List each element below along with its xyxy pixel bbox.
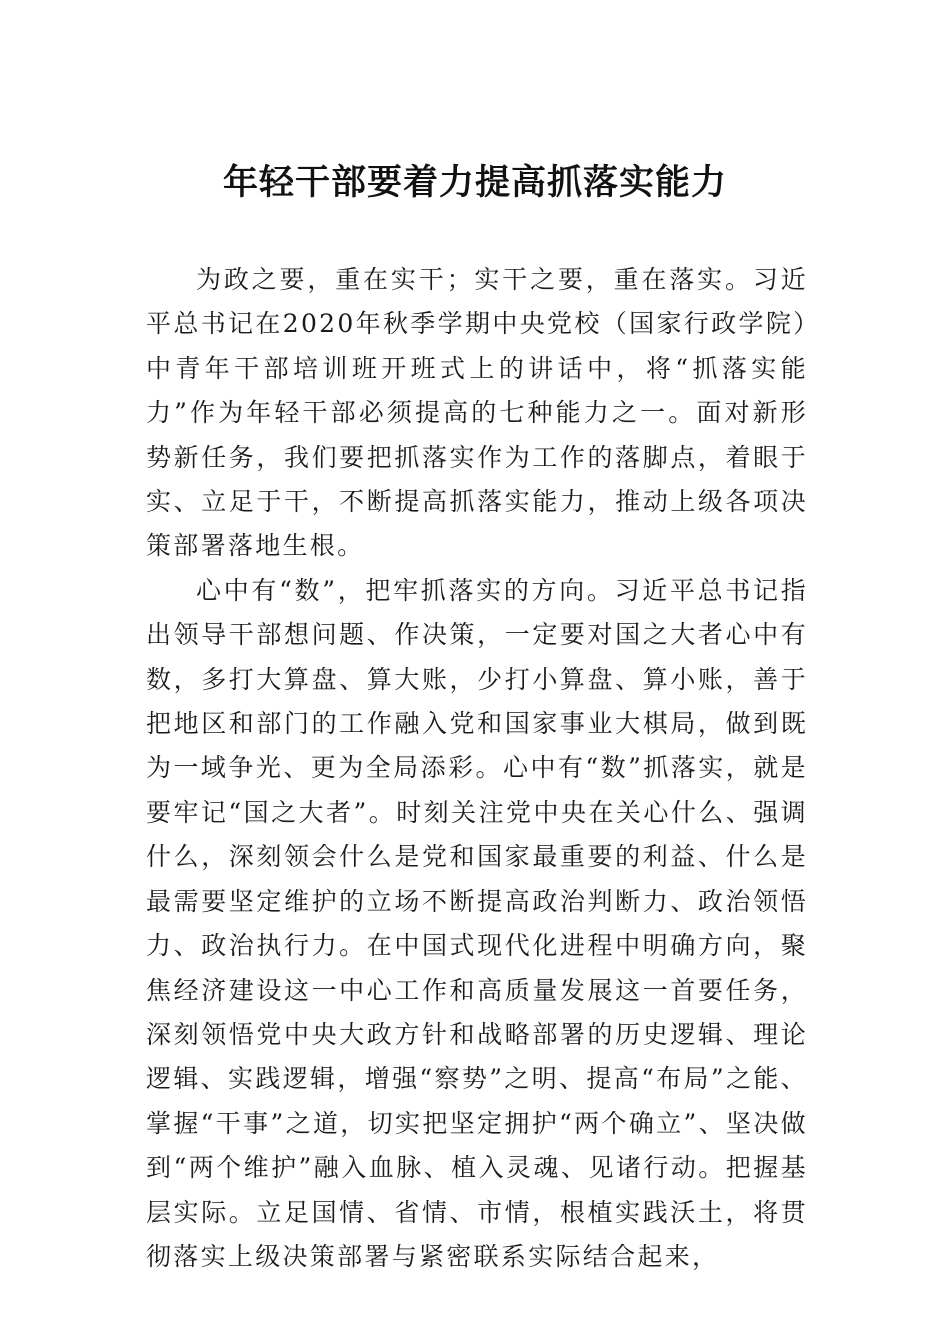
document-body <box>146 258 808 1279</box>
paragraph-2: 心中有“数”，把牢抓落实的方向。习近平总书记指出领导干部想问题、作决策，一定要对国之大者心中有数，多打大算盘、算大账，少打小算盘、算小账，善于把地区和部门的工作融入党和国家事业大棋局，做到既为一域争光、更为全局添彩。心中有“数”抓落实，就是要牢记“国之大者”。时刻关注党中央在关心什么、强调什么，深刻领会什么是党和国家最重要的利益、什么是最需要坚定维护的立场不断提高政治判断力、政治领悟力、政治执行力。在中国式现代化进程中明确方向，聚焦经济建设这一中心工作和高质量发展这一首要任务，深刻领悟党中央大政方针和战略部署的历史逻辑、理论逻辑、实践逻辑，增强“察势”之明、提高“布局”之能、掌握“干事”之道，切实把坚定拥护“两个确立”、坚决做到“两个维护”融入血脉、植入灵魂、见诸行动。把握基层实际。立足国情、省情、市情，根植实践沃土，将贯彻落实上级决策部署与紧密联系实际结合起来， <box>146 575 808 1271</box>
document-title: 年轻干部要着力提高抓落实能力 <box>222 162 727 203</box>
paragraph-1: 为政之要，重在实干；实干之要，重在落实。习近平总书记在2020年秋季学期中央党校（国家行政学院）中青年干部培训班开班式上的讲话中，将“抓落实能力”作为年轻干部必须提高的七种能力之一。面对新形势新任务，我们要把抓落实作为工作的落脚点，着眼于实、立足于干，不断提高抓落实能力，推动上级各项决策部署落地生根。 <box>146 265 808 561</box>
